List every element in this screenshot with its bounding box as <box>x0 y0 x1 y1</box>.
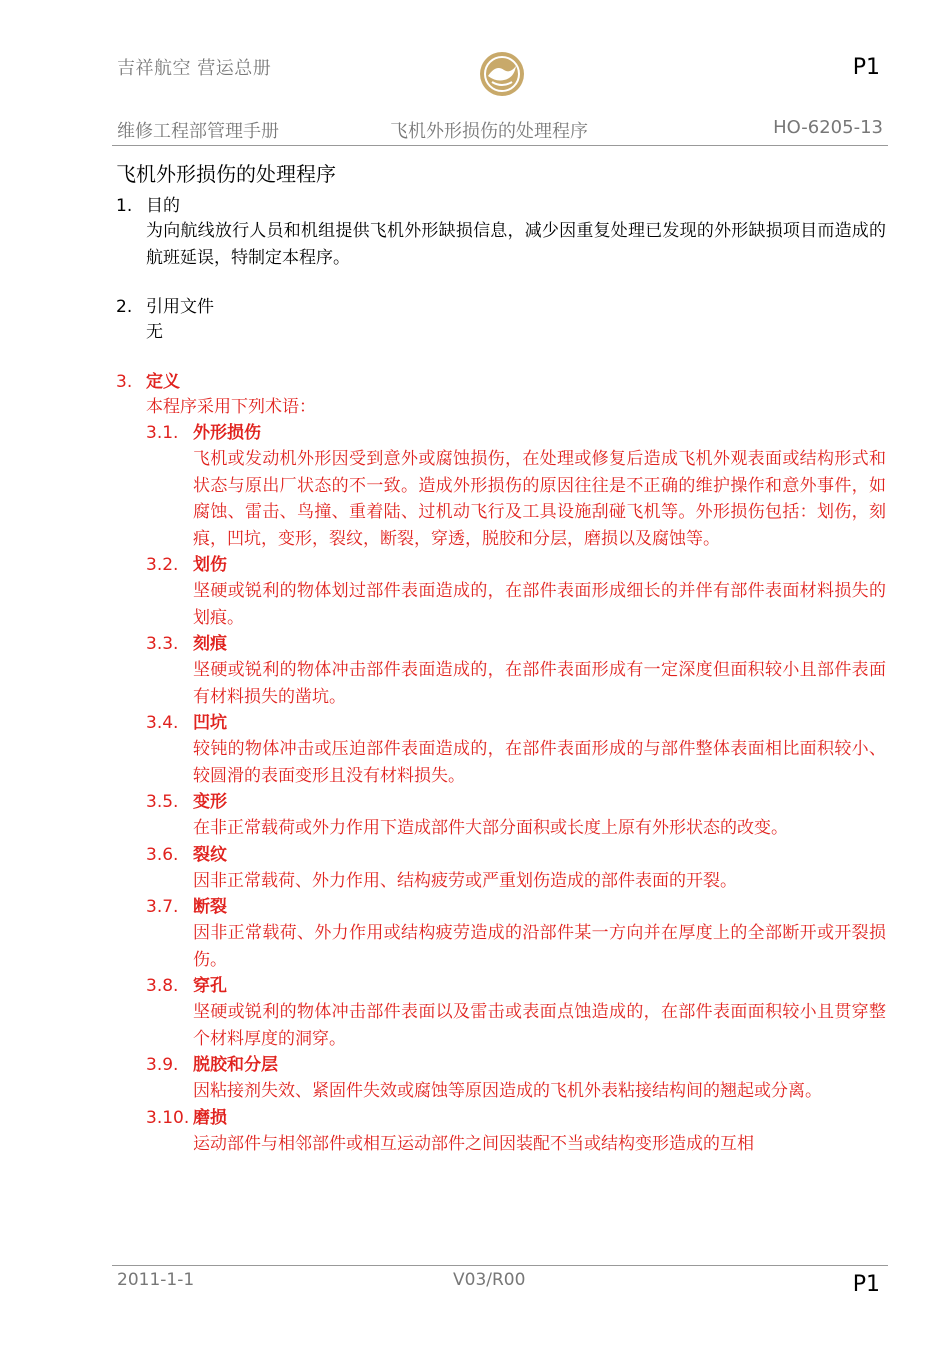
definition-heading <box>146 1052 886 1078</box>
definition-term: 断裂 <box>193 897 227 917</box>
section-title: 定义 <box>146 371 180 392</box>
document-title: 飞机外形损伤的处理程序 <box>116 162 336 186</box>
definition-heading <box>146 973 886 999</box>
definition-number: 3.1. <box>146 423 179 443</box>
section-body-2: 无 <box>146 322 163 342</box>
definition-heading <box>146 894 886 920</box>
definition-text: 坚硬或锐利的物体冲击部件表面以及雷击或表面点蚀造成的，在部件表面面积较小且贯穿整个材料厚度的洞穿。 <box>193 1002 886 1049</box>
definition-heading <box>146 631 886 657</box>
definition-term: 磨损 <box>193 1107 227 1128</box>
document-content <box>116 160 886 1157</box>
definition-text: 因非正常载荷、外力作用、结构疲劳或严重划伤造成的部件表面的开裂。 <box>193 870 737 891</box>
section-body-1: 为向航线放行人员和机组提供飞机外形缺损信息，减少因重复处理已发现的外形缺损项目而造成的航班延误，特制定本程序。 <box>146 221 886 268</box>
definition-heading <box>146 842 886 868</box>
footer-date: 2011-1-1 <box>117 1270 195 1290</box>
header-section-name: 飞机外形损伤的处理程序 <box>390 121 588 142</box>
section-title: 引用文件 <box>146 297 214 317</box>
definition-text: 坚硬或锐利的物体冲击部件表面造成的，在部件表面形成有一定深度但面积较小且部件表面有材料损失的凿坑。 <box>193 660 886 707</box>
definition-number: 3.6. <box>146 844 179 865</box>
section-number: 1. <box>116 196 133 216</box>
definition-term: 变形 <box>193 792 227 812</box>
definition-number: 3.2. <box>146 555 179 575</box>
footer-divider <box>112 1265 888 1266</box>
definition-heading <box>146 710 886 736</box>
definition-text: 运动部件与相邻部件或相互运动部件之间因装配不当或结构变形造成的互相 <box>193 1133 754 1154</box>
header-manual-name: 维修工程部管理手册 <box>117 121 279 142</box>
header-divider <box>112 145 888 146</box>
definition-heading <box>146 789 886 815</box>
section-heading-3 <box>116 370 886 394</box>
definition-number: 3.9. <box>146 1055 179 1075</box>
section-body-3: 本程序采用下列术语： <box>146 396 316 417</box>
definition-text: 飞机或发动机外形因受到意外或腐蚀损伤，在处理或修复后造成飞机外观表面或结构形式和状态与原出厂状态的不一致。造成外形损伤的原因往往是不正确的维护操作和意外事件，如腐蚀、雷击、鸟撞、重着陆、过机动飞行及工具设施刮碰飞机等。外形损伤包括：划伤，刻痕，凹坑，变形，裂纹，断裂，穿透，脱胶和分层，磨损以及腐蚀等。 <box>193 449 886 549</box>
definition-term: 划伤 <box>193 555 227 575</box>
header-company: 吉祥航空 营运总册 <box>117 58 272 79</box>
header-document-code: HO-6205-13 <box>773 117 883 138</box>
airline-logo-icon <box>478 50 526 98</box>
definition-term: 外形损伤 <box>193 423 261 443</box>
definition-term: 裂纹 <box>193 844 227 865</box>
section-heading-2 <box>116 295 886 319</box>
definition-term: 凹坑 <box>193 713 227 733</box>
definition-number: 3.5. <box>146 792 179 812</box>
section-title: 目的 <box>146 196 180 216</box>
footer-page-number: P1 <box>852 1272 880 1297</box>
definition-term: 穿孔 <box>193 976 227 996</box>
definitions-section <box>116 370 886 1158</box>
definition-number: 3.3. <box>146 634 179 654</box>
definition-term: 脱胶和分层 <box>193 1055 278 1075</box>
definition-number: 3.4. <box>146 713 179 733</box>
definition-heading <box>146 420 886 446</box>
definition-text: 在非正常载荷或外力作用下造成部件大部分面积或长度上原有外形状态的改变。 <box>193 818 788 838</box>
definition-text: 因粘接剂失效、紧固件失效或腐蚀等原因造成的飞机外表粘接结构间的翘起或分离。 <box>193 1081 822 1101</box>
definition-number: 3.8. <box>146 976 179 996</box>
definition-text: 因非正常载荷、外力作用或结构疲劳造成的沿部件某一方向并在厚度上的全部断开或开裂损伤。 <box>193 923 886 970</box>
definition-term: 刻痕 <box>193 634 227 654</box>
section-heading-1 <box>116 194 886 218</box>
definition-number: 3.10. <box>146 1107 190 1128</box>
definition-text: 较钝的物体冲击或压迫部件表面造成的，在部件表面形成的与部件整体表面相比面积较小、较圆滑的表面变形且没有材料损失。 <box>193 739 886 786</box>
definition-text: 坚硬或锐利的物体划过部件表面造成的，在部件表面形成细长的并伴有部件表面材料损失的划痕。 <box>193 581 886 628</box>
section-number: 3. <box>116 371 133 392</box>
definition-number: 3.7. <box>146 897 179 917</box>
footer-version: V03/R00 <box>453 1270 526 1290</box>
header-page-number: P1 <box>852 55 880 80</box>
section-number: 2. <box>116 297 133 317</box>
definition-heading <box>146 1105 886 1131</box>
definition-heading <box>146 552 886 578</box>
